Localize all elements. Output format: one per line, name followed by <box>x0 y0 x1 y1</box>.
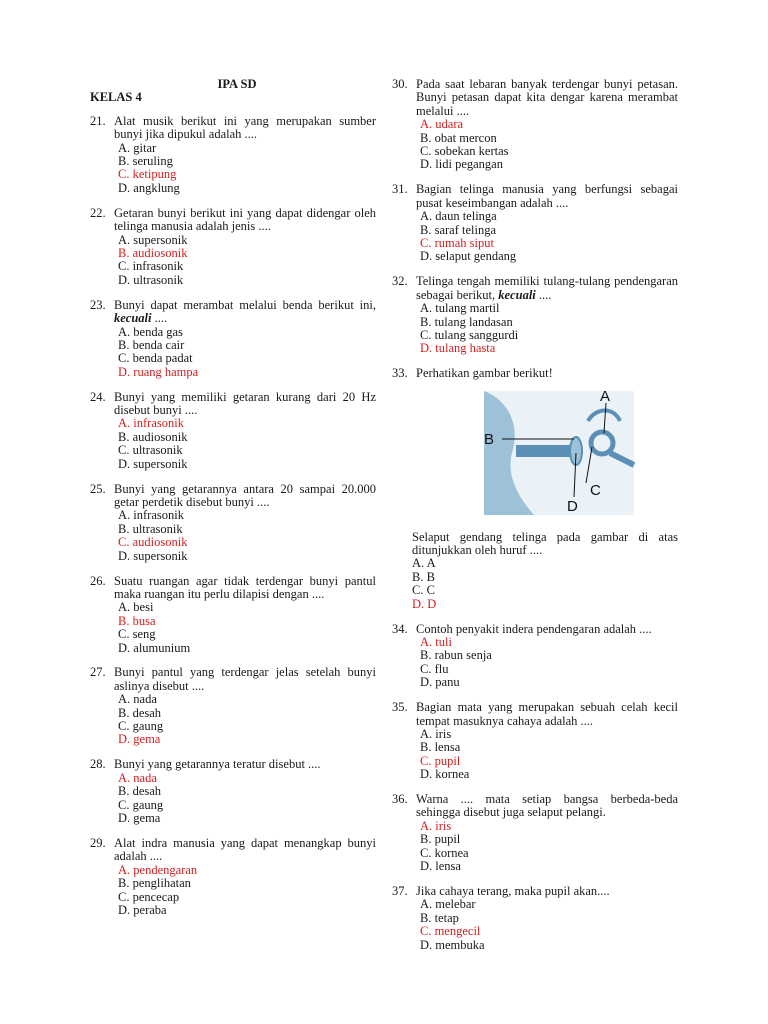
answer-option: A. tulang martil <box>420 301 500 316</box>
emphasis-word: kecuali <box>498 287 536 302</box>
question-24 <box>90 391 376 471</box>
question-number: 33. <box>392 366 408 381</box>
answer-option: A. infrasonik <box>118 508 184 523</box>
question-28 <box>90 758 376 825</box>
answer-option: D. peraba <box>118 902 167 917</box>
question-text <box>114 758 376 771</box>
question-text-part: Bunyi yang memiliki getaran kurang dari 20 Hz disebut bunyi .... <box>114 389 376 418</box>
question-text <box>416 623 678 636</box>
answer-option-correct: C. ketipung <box>118 167 177 182</box>
answer-option: A. benda gas <box>118 324 183 339</box>
question-number: 34. <box>392 621 408 636</box>
questions-left <box>90 115 376 918</box>
question-23 <box>90 299 376 379</box>
answer-option: C. C <box>412 583 435 598</box>
answer-option: C. infrasonik <box>118 259 184 274</box>
answer-option: B. benda cair <box>118 337 185 352</box>
emphasis-word: kecuali <box>114 311 152 326</box>
question-22 <box>90 207 376 287</box>
question-35 <box>392 701 678 781</box>
ear-diagram-svg <box>424 387 676 517</box>
answer-option-correct: A. nada <box>118 770 157 785</box>
answer-option-correct: B. busa <box>118 613 156 628</box>
answer-option: B. pupil <box>420 832 461 847</box>
document-title: IPA SD <box>217 77 257 91</box>
question-text-part: Bunyi yang getarannya antara 20 sampai 20.000 getar perdetik disebut bunyi .... <box>114 481 376 509</box>
question-text-part: Getaran bunyi berikut ini yang dapat didengar oleh telinga manusia adalah jenis .... <box>114 205 376 234</box>
question-text <box>114 483 376 510</box>
answer-options <box>90 693 376 747</box>
answer-options <box>392 636 678 690</box>
question-30 <box>392 78 678 172</box>
question-33 <box>392 367 678 611</box>
answer-options <box>90 142 376 196</box>
question-29 <box>90 837 376 917</box>
question-text-part: Telinga tengah memiliki tulang-tulang pendengaran sebagai berikut, <box>416 274 678 302</box>
question-31 <box>392 183 678 263</box>
question-text-part: Bagian mata yang merupakan sebuah celah kecil tempat masuknya cahaya adalah .... <box>416 700 678 728</box>
question-text-part: Bunyi yang getarannya teratur disebut .... <box>114 757 321 772</box>
answer-option: A. nada <box>118 692 157 707</box>
answer-options <box>392 210 678 264</box>
right-column <box>392 78 678 964</box>
answer-option-correct: D. ruang hampa <box>118 364 199 379</box>
answer-options <box>90 234 376 288</box>
answer-option: A. besi <box>118 600 154 615</box>
question-text <box>416 885 678 898</box>
question-text <box>114 207 376 234</box>
question-text-part: Alat musik berikut ini yang merupakan sumber bunyi jika dipukul adalah .... <box>114 113 376 142</box>
answer-options <box>392 118 678 172</box>
question-number: 24. <box>90 389 106 404</box>
ear-canal-shape <box>516 445 576 457</box>
answer-option: A. daun telinga <box>420 209 497 224</box>
answer-options <box>392 302 678 356</box>
answer-option: D. supersonik <box>118 456 188 471</box>
question-followup-text: Selaput gendang telinga pada gambar di atas ditunjukkan oleh huruf .... <box>412 529 678 558</box>
answer-option: A. A <box>412 556 436 571</box>
answer-options <box>90 326 376 380</box>
question-number: 32. <box>392 274 408 289</box>
answer-option: D. membuka <box>420 937 485 952</box>
question-text <box>114 575 376 602</box>
answer-option: C. benda padat <box>118 351 193 366</box>
answer-option: B. desah <box>118 705 162 720</box>
answer-option: B. audiosonik <box>118 429 188 444</box>
question-number: 37. <box>392 883 408 898</box>
answer-option-correct: A. iris <box>420 818 452 833</box>
answer-option: C. ultrasonik <box>118 443 183 458</box>
answer-option: C. flu <box>420 661 449 676</box>
question-32 <box>392 275 678 355</box>
answer-option: B. tulang landasan <box>420 314 513 329</box>
answer-option-correct: C. rumah siput <box>420 235 494 250</box>
question-number: 27. <box>90 665 106 680</box>
answer-option: B. ultrasonik <box>118 521 183 536</box>
answer-option: D. supersonik <box>118 548 188 563</box>
question-26 <box>90 575 376 655</box>
question-text <box>114 837 376 864</box>
answer-option: C. sobekan kertas <box>420 144 509 159</box>
question-text-part: Alat indra manusia yang dapat menangkap bunyi adalah .... <box>114 835 376 864</box>
question-text <box>114 391 376 418</box>
label-a: A <box>600 387 611 405</box>
answer-option: D. gema <box>118 811 161 825</box>
question-36 <box>392 793 678 873</box>
answer-option-correct: C. mengecil <box>420 924 481 939</box>
answer-option: A. melebar <box>420 897 476 912</box>
answer-option: B. tetap <box>420 910 459 925</box>
question-number: 28. <box>90 757 106 772</box>
answer-options <box>90 417 376 471</box>
answer-option-correct: D. tulang hasta <box>420 341 496 356</box>
answer-option-correct: C. audiosonik <box>118 535 188 550</box>
questions-right <box>392 78 678 952</box>
class-label: KELAS 4 <box>90 90 142 105</box>
question-text <box>416 275 678 302</box>
answer-option-correct: B. audiosonik <box>118 245 188 260</box>
question-number: 25. <box>90 481 106 496</box>
answer-option: D. kornea <box>420 767 470 782</box>
question-text-part: Pada saat lebaran banyak terdengar bunyi petasan. Bunyi petasan dapat kita dengar karena merambat melalui .... <box>416 77 678 118</box>
answer-option-correct: D. D <box>412 596 437 611</box>
answer-option: C. gaung <box>118 797 164 812</box>
answer-option: D. lensa <box>420 859 461 874</box>
question-27 <box>90 666 376 746</box>
left-column <box>90 78 376 929</box>
question-text-part: Jika cahaya terang, maka pupil akan.... <box>416 883 610 898</box>
question-text-part: Suatu ruangan agar tidak terdengar bunyi pantul maka ruangan itu perlu dilapisi dengan .... <box>114 573 376 601</box>
question-text-part: Bunyi pantul yang terdengar jelas setelah bunyi aslinya disebut .... <box>114 665 376 693</box>
answer-options <box>392 898 678 952</box>
question-number: 29. <box>90 835 106 850</box>
answer-option: D. selaput gendang <box>420 249 517 264</box>
question-number: 36. <box>392 792 408 807</box>
answer-option: B. obat mercon <box>420 130 497 145</box>
answer-options <box>90 772 376 826</box>
question-text-part: .... <box>151 311 168 326</box>
question-number: 22. <box>90 205 106 220</box>
answer-option-correct: A. udara <box>420 117 464 132</box>
question-text-part: Perhatikan gambar berikut! <box>416 366 553 381</box>
answer-option-correct: A. infrasonik <box>118 416 184 431</box>
question-25 <box>90 483 376 563</box>
answer-options <box>392 557 678 611</box>
question-number: 26. <box>90 573 106 588</box>
question-text <box>416 793 678 820</box>
question-text-part: Bagian telinga manusia yang berfungsi sebagai pusat keseimbangan adalah .... <box>416 182 678 210</box>
question-34 <box>392 623 678 690</box>
question-number: 31. <box>392 182 408 197</box>
answer-option: B. desah <box>118 784 162 799</box>
answer-option: D. lidi pegangan <box>420 157 503 172</box>
answer-options <box>392 728 678 782</box>
question-text <box>416 701 678 728</box>
answer-option: D. alumunium <box>118 640 191 655</box>
question-text-part: Contoh penyakit indera pendengaran adalah .... <box>416 621 652 636</box>
answer-option: B. rabun senja <box>420 648 492 663</box>
question-text-part: Bunyi dapat merambat melalui benda berikut ini, <box>114 297 376 312</box>
answer-option: B. saraf telinga <box>420 222 497 237</box>
answer-option: B. lensa <box>420 740 461 755</box>
question-text <box>114 115 376 142</box>
ear-diagram <box>424 387 676 517</box>
answer-option: A. iris <box>420 726 452 741</box>
answer-option: D. panu <box>420 675 460 690</box>
question-text <box>114 299 376 326</box>
question-37 <box>392 885 678 952</box>
question-text-part: Warna .... mata setiap bangsa berbeda-beda sehingga disebut juga selaput pelangi. <box>416 792 678 820</box>
answer-option-correct: D. gema <box>118 732 161 747</box>
question-21 <box>90 115 376 195</box>
answer-options <box>90 864 376 918</box>
answer-option-correct: C. pupil <box>420 753 461 768</box>
answer-option: A. gitar <box>118 140 157 155</box>
question-number: 21. <box>90 113 106 128</box>
answer-options <box>90 601 376 655</box>
question-text <box>416 367 678 380</box>
question-text-part: .... <box>535 287 552 302</box>
answer-option: C. seng <box>118 627 156 642</box>
question-text <box>114 666 376 693</box>
answer-option: C. gaung <box>118 719 164 734</box>
question-number: 23. <box>90 297 106 312</box>
answer-options <box>392 820 678 874</box>
question-text <box>416 183 678 210</box>
label-c: C <box>590 481 601 499</box>
question-number: 35. <box>392 700 408 715</box>
label-b: B <box>484 430 495 448</box>
question-number: 30. <box>392 77 408 91</box>
answer-option: B. penglihatan <box>118 876 191 891</box>
answer-option-correct: A. pendengaran <box>118 862 198 877</box>
answer-option: B. seruling <box>118 154 173 169</box>
answer-option: C. tulang sanggurdi <box>420 327 519 342</box>
answer-option: C. kornea <box>420 845 469 860</box>
answer-option: B. B <box>412 569 435 584</box>
answer-option: C. pencecap <box>118 889 180 904</box>
question-text <box>416 78 678 118</box>
answer-option: D. angklung <box>118 180 180 195</box>
answer-option-correct: A. tuli <box>420 634 452 649</box>
answer-option: D. ultrasonik <box>118 272 184 287</box>
label-d: D <box>567 497 578 515</box>
answer-option: A. supersonik <box>118 232 188 247</box>
answer-options <box>90 509 376 563</box>
